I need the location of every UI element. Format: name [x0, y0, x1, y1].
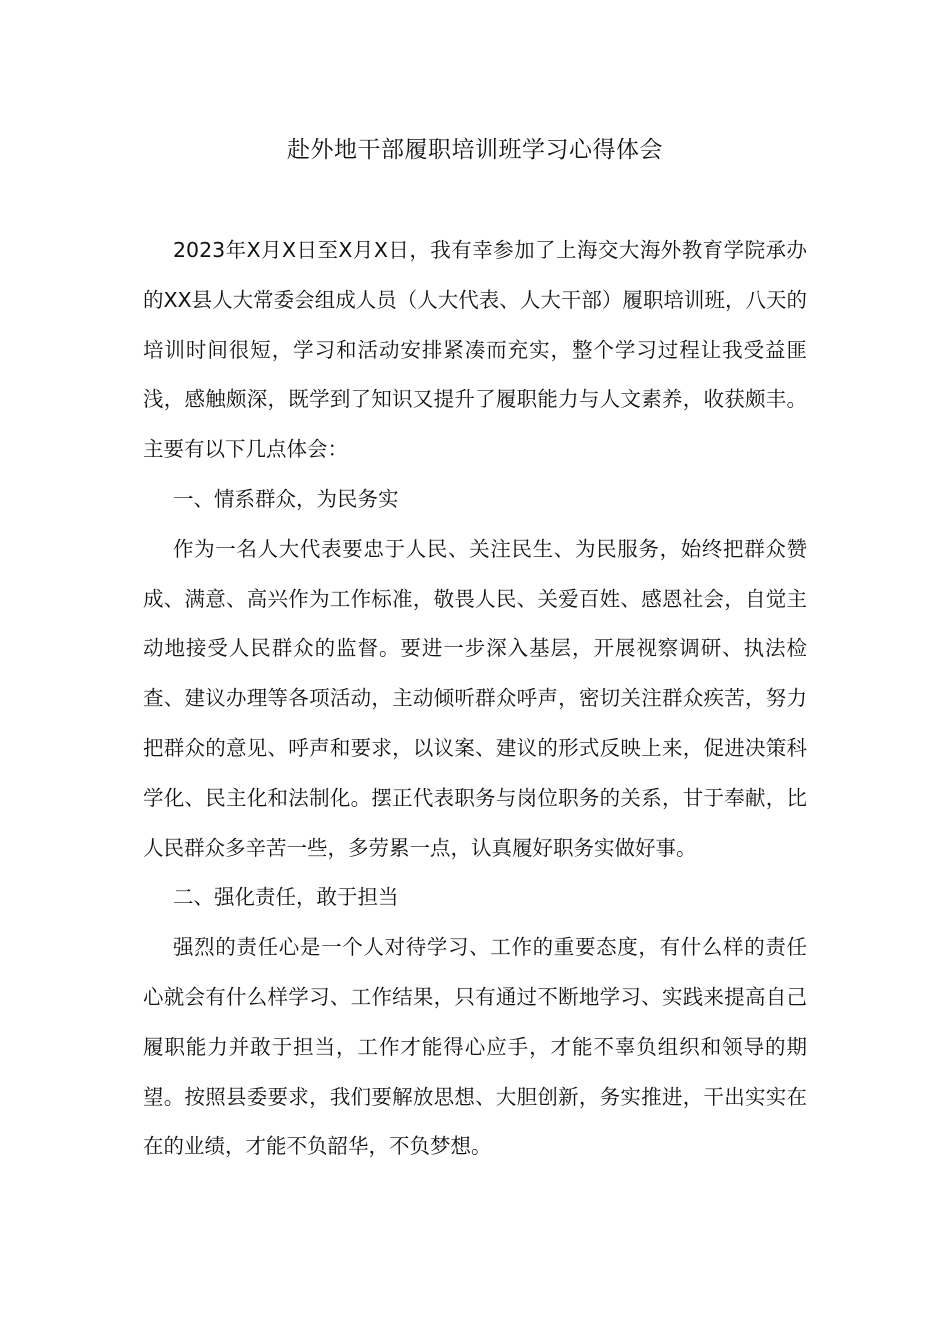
section-paragraph-2: 强烈的责任心是一个人对待学习、工作的重要态度，有什么样的责任心就会有什么样学习、工作结果，只有通过不断地学习、实践来提高自己履职能力并敢于担当，工作才能得心应手，才能不辜负组织和领导的期望。按照县委要求，我们要解放思想、大胆创新，务实推进，干出实实在在的业绩，才能不负韶华，不负梦想。	[143, 935, 807, 1159]
document-body	[143, 226, 807, 1172]
intro-paragraph: 2023年X月X日至X月X日，我有幸参加了上海交大海外教育学院承办的XX县人大常委会组成人员（人大代表、人大干部）履职培训班，八天的培训时间很短，学习和活动安排紧凑而充实，整个学习过程让我受益匪浅，感触颇深，既学到了知识又提升了履职能力与人文素养，收获颇丰。主要有以下几点体会：	[143, 238, 807, 462]
section-heading-2: 二、强化责任，敢于担当	[173, 885, 399, 910]
document-title: 赴外地干部履职培训班学习心得体会	[287, 137, 663, 163]
section-paragraph-1: 作为一名人大代表要忠于人民、关注民生、为民服务，始终把群众赞成、满意、高兴作为工作标准，敬畏人民、关爱百姓、感恩社会，自觉主动地接受人民群众的监督。要进一步深入基层，开展视察调研、执法检查、建议办理等各项活动，主动倾听群众呼声，密切关注群众疾苦，努力把群众的意见、呼声和要求，以议案、建议的形式反映上来，促进决策科学化、民主化和法制化。摆正代表职务与岗位职务的关系，甘于奉献，比人民群众多辛苦一些，多劳累一点，认真履好职务实做好事。	[143, 536, 807, 860]
section-heading-1: 一、情系群众，为民务实	[173, 486, 399, 511]
